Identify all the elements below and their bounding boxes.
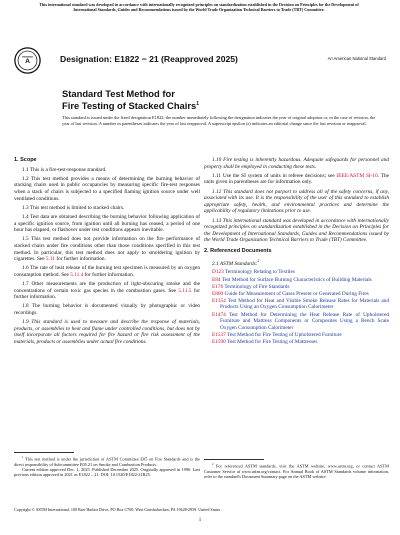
- referenced-item: [204, 312, 389, 332]
- reference-code-link[interactable]: E84: [212, 276, 221, 283]
- reference-title-link[interactable]: Test Method for Fire Testing of Mattresses: [227, 338, 318, 345]
- para-1-8: 1.8 The burning behavior is documented visually by photographic or video recordings.: [14, 303, 200, 317]
- referenced-item: [204, 298, 389, 311]
- reference-code-link[interactable]: E800: [212, 290, 224, 297]
- astm-logo-icon: [14, 47, 41, 74]
- referenced-item: [204, 284, 389, 291]
- para-1-12: 1.12 This standard does not purport to address all of the safety concerns, if any, associated with its use. It is the responsibility of the user of this standard to establish appropriate safety, health, and environmental practices and determine the applicability of regulatory limitations prior to use.: [204, 188, 389, 215]
- footnote-mark-2[interactable]: 2: [257, 258, 260, 263]
- designation: Designation: E1822 − 21 (Reapproved 2025): [60, 54, 238, 64]
- reference-code-link[interactable]: E1354: [212, 297, 226, 304]
- referenced-list: [204, 269, 389, 345]
- document-title: [62, 88, 199, 112]
- reference-title-link[interactable]: Terminology of Fire Standards: [224, 283, 290, 290]
- title-footnote-mark[interactable]: 1: [196, 101, 200, 108]
- reference-code-link[interactable]: E1590: [212, 338, 226, 345]
- left-column: [14, 157, 200, 348]
- american-national-standard-label: An American National Standard: [327, 56, 386, 61]
- title-line-2: Fire Testing of Stacked Chairs: [62, 100, 197, 112]
- standards-notice: This international standard was developed in accordance with internationally recognized principles on standardization established in the Decision on Principles for the Development of International Standards, Guides and Recommendations issued by the World Trade Organization Technical Barriers to Trade (TBT) Committee.: [39, 2, 359, 12]
- footnote-divider: [14, 452, 74, 453]
- referenced-item: [204, 339, 389, 346]
- para-1-3: 1.3 This test method is limited to stacked chairs.: [22, 204, 125, 211]
- para-1-9: 1.9 This standard is used to measure and describe the response of materials, products, or assemblies to heat and flame under controlled conditions, but does not by itself incorporate all factors required for fire hazard or fire risk assessment of the materials, products or assemblies under actual fire conditions.: [14, 319, 200, 345]
- right-column: [204, 157, 389, 346]
- title-line-1: Standard Test Method for: [62, 88, 175, 99]
- reference-code-link[interactable]: E1474: [212, 311, 226, 318]
- copyright-footer: Copyright © ASTM International, 100 Barr Harbor Drive, PO Box C700, West Conshohocken, PA 19428-2959. United States: [14, 507, 221, 512]
- para-1-5: 1.5 This test method does not provide information on the fire performance of stacked chairs under fire conditions other than those conditions specified in this test method. In particular, this test method does not apply to smoldering ignition by cigarettes. See 5.11 for further information.: [14, 236, 200, 263]
- para-1-4: 1.4 Test data are obtained describing the burning behavior following application of a specific ignition source, from ignition until all burning has ceased, a period of one hour has elapsed, or flashover under test conditions appears inevitable.: [14, 213, 200, 234]
- para-1-2: 1.2 This test method provides a means of determining the burning behavior of stacking chairs used in public occupancies by measuring specific fire-test responses when a stack of chairs is subjected to a specified flaming ignition source under well ventilated conditions.: [14, 175, 200, 202]
- referenced-item: [204, 269, 389, 276]
- link-5-11-5[interactable]: 5.11.5: [178, 287, 192, 294]
- para-1-10: 1.10 Fire testing is inherently hazardous. Adequate safeguards for personnel and property shall be employed in conducting these tests.: [204, 157, 389, 170]
- reference-title-link[interactable]: Test Method for Surface Burning Characteristics of Building Materials: [221, 276, 372, 283]
- link-ieee-astm-si-10[interactable]: IEEE/ASTM SI-10: [336, 172, 378, 179]
- svg-text:A: A: [25, 58, 30, 66]
- reference-code-link[interactable]: D123: [212, 269, 224, 276]
- para-1-6: 1.6 The rate of heat release of the burning test specimen is measured by an oxygen consumption method. See 5.11.4 for further information.: [14, 265, 200, 278]
- referenced-item: [204, 291, 389, 298]
- reference-code-link[interactable]: E1537: [212, 331, 226, 338]
- page-number: 1: [198, 518, 202, 523]
- astm-standards-subheading: 2.1 ASTM Standards:$^2$: [212, 258, 260, 267]
- referenced-documents-heading: 2. Referenced Documents: [204, 247, 272, 254]
- referenced-item: [204, 332, 389, 339]
- reference-title-link[interactable]: Test Method for Heat and Visible Smoke Release Rates for Materials and Products Using an Oxygen Consumption Calorimeter: [220, 297, 389, 311]
- footnote-divider-right: [204, 459, 264, 460]
- reference-code-link[interactable]: E176: [212, 283, 224, 290]
- reference-title-link[interactable]: Guide for Measurement of Gases Present or Generated During Fires: [224, 290, 369, 297]
- footnote-2: $^2$ For referenced ASTM standards, visit the ASTM website, www.astm.org, or contact ASTM Customer Service at www.astm.org/contact. For Annual Book of ASTM Standards volume information, refer to the standard's Document Summary page on the ASTM website.: [204, 462, 389, 479]
- link-5-11[interactable]: 5.11: [45, 256, 55, 263]
- link-5-11-4[interactable]: 5.11.4: [70, 271, 84, 278]
- issuance-note: This standard is issued under the fixed designation E1822; the number immediately following the designation indicates the year of original adoption or, in the case of revision, the year of last revision. A number in parentheses indicates the year of last reapproval. A superscript epsilon (ε) indicates an editorial change since the last revision or reapproval.: [62, 115, 376, 126]
- scope-heading: 1. Scope: [14, 157, 37, 163]
- reference-title-link[interactable]: Test Method for Fire Testing of Upholstered Furniture: [227, 331, 342, 338]
- reference-title-link[interactable]: Terminology Relating to Textiles: [225, 269, 295, 276]
- para-1-11: 1.11 Use the SI system of units in referee decisions; see IEEE/ASTM SI-10. The units given in parentheses are for information only.: [204, 172, 389, 186]
- reference-title-link[interactable]: Test Method for Determining the Heat Release Rate of Upholstered Furniture and Mattress Components or Composites Using a Bench Scale Oxygen Consumption Calorimeter: [220, 311, 389, 331]
- referenced-item: [204, 277, 389, 284]
- para-1-1: 1.1 This is a fire-test-response standard.: [22, 166, 107, 173]
- para-1-13: 1.13 This international standard was developed in accordance with internationally recognized principles on standardization established in the Decision on Principles for the Development of International Standards, Guides and Recommendations issued by the World Trade Organization Technical Barriers to Trade (TBT) Committee.: [204, 217, 389, 244]
- footnote-1: $^1$ This test method is under the jurisdiction of ASTM Committee E05 on Fire Standards and is the direct responsibility of Subcommittee E05.21 on Smoke and Combustion Products. Current edition approved Dec. 1, 2025. Published December 2025. Originally approved in 1996. Last previous edition approved in 2021 as E1822 – 21. DOI: 10.1520/E1822-21R25.: [14, 455, 201, 478]
- para-1-7: 1.7 Other measurements are the production of light-obscuring smoke and the concentrations of certain toxic gas species in the combustion gases. See 5.11.5 for further information.: [14, 281, 201, 301]
